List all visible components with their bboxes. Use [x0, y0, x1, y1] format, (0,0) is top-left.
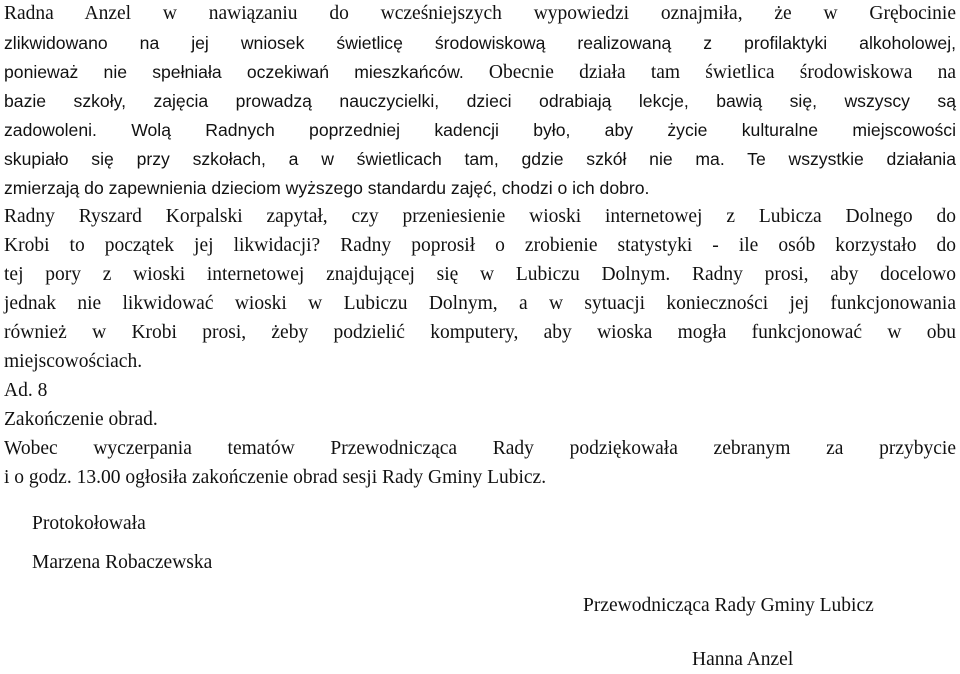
text-line-2: zlikwidowano na jej wniosek świetlicę środowiskową realizowaną z profilaktyki alkoholowej,	[4, 33, 956, 53]
agenda-item-title: Zakończenie obrad.	[4, 409, 158, 430]
text-line-11: jednak nie likwidować wioski w Lubiczu Dolnym, a w sytuacji konieczności jej funkcjonowania	[4, 293, 956, 314]
text-line-16: Wobec wyczerpania tematów Przewodnicząca Rady podziękowała zebranym za przybycie	[4, 438, 956, 459]
text-line-12: również w Krobi prosi, żeby podzielić komputery, aby wioska mogła funkcjonować w obu	[4, 322, 956, 343]
protocol-label: Protokołowała	[32, 513, 146, 534]
text-line-17: i o godz. 13.00 ogłosiła zakończenie obrad sesji Rady Gminy Lubicz.	[4, 467, 547, 488]
text-line-9: Krobi to początek jej likwidacji? Radny poprosił o zrobienie statystyki - ile osób korzystało do	[4, 235, 956, 256]
text-line-3	[4, 58, 956, 86]
protocol-name: Marzena Robaczewska	[32, 552, 213, 573]
text-line-7: zmierzają do zapewnienia dzieciom wyższego standardu zajęć, chodzi o ich dobro.	[4, 178, 650, 198]
text-line-1: Radna Anzel w nawiązaniu do wcześniejszych wypowiedzi oznajmiła, że w Grębocinie	[4, 3, 956, 24]
text-line-3-part-2: Obecnie działa tam świetlica środowiskowa na	[463, 62, 956, 83]
chair-label: Przewodnicząca Rady Gminy Lubicz	[583, 595, 874, 616]
text-line-6: skupiało się przy szkołach, a w świetlicach tam, gdzie szkół nie ma. Te wszystkie działania	[4, 149, 956, 169]
chair-name: Hanna Anzel	[692, 649, 794, 670]
text-line-5: zadowoleni. Wolą Radnych poprzedniej kadencji było, aby życie kulturalne miejscowości	[4, 120, 956, 140]
agenda-item-number: Ad. 8	[4, 380, 48, 401]
text-line-4: bazie szkoły, zajęcia prowadzą nauczycielki, dzieci odrabiają lekcje, bawią się, wszyscy są	[4, 91, 956, 111]
text-line-13: miejscowościach.	[4, 351, 143, 372]
text-line-10: tej pory z wioski internetowej znajdującej się w Lubiczu Dolnym. Radny prosi, aby docelowo	[4, 264, 956, 285]
text-line-3-part-1: ponieważ nie spełniała oczekiwań mieszkańców.	[4, 62, 464, 82]
text-line-8: Radny Ryszard Korpalski zapytał, czy przeniesienie wioski internetowej z Lubicza Dolnego do	[4, 206, 956, 227]
